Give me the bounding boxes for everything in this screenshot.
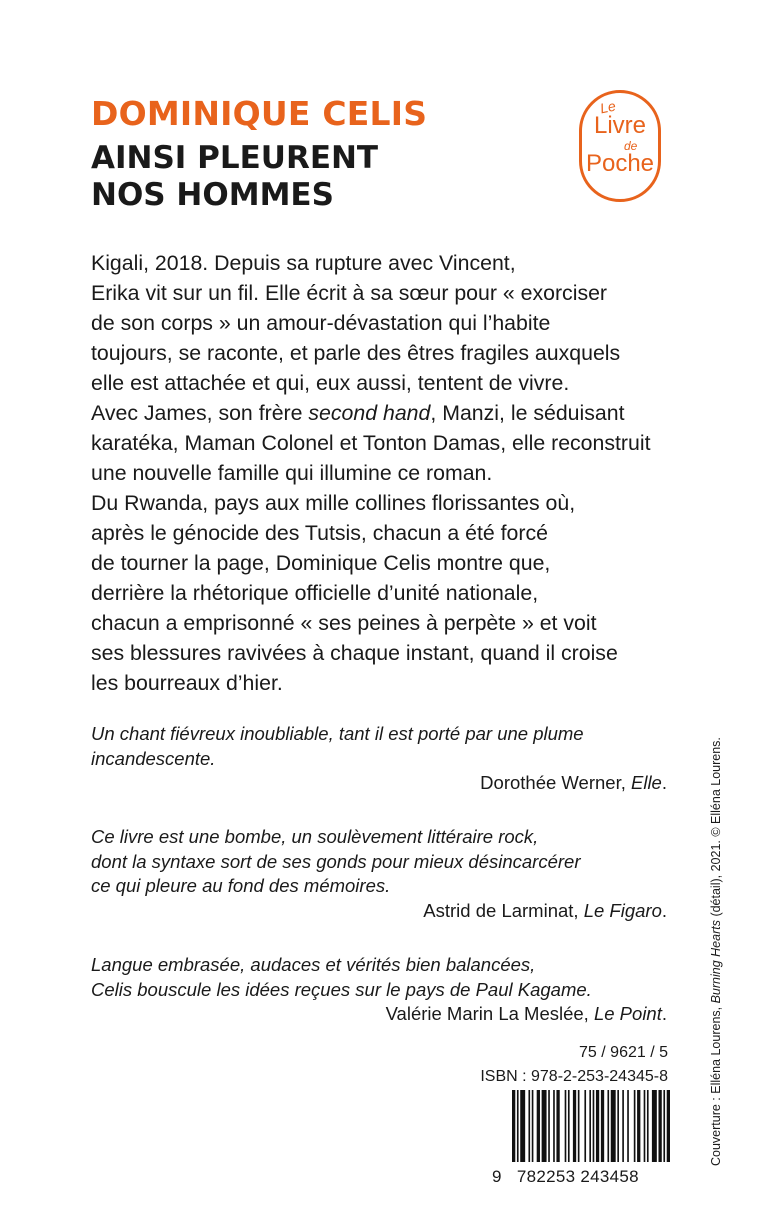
logo-word-livre: Livre xyxy=(593,112,647,139)
barcode-bar xyxy=(584,1090,586,1162)
barcode-bar xyxy=(573,1090,576,1162)
barcode-digits xyxy=(492,1167,639,1187)
blurb-line: toujours, se raconte, et parle des êtres fragiles auxquels xyxy=(91,341,621,365)
barcode-bar xyxy=(565,1090,567,1162)
barcode-bar xyxy=(528,1090,530,1162)
blurb-line: les bourreaux d’hier. xyxy=(91,671,283,695)
press-quote-3 xyxy=(91,953,667,1027)
reference-number: 75 / 9621 / 5 xyxy=(579,1044,668,1061)
quote-attribution: Valérie Marin La Meslée, Le Point. xyxy=(385,1003,667,1024)
publisher-logo xyxy=(579,90,661,202)
logo-word-poche: Poche xyxy=(585,150,655,177)
blurb-italic-text: second hand xyxy=(308,401,431,425)
cover-credit: Couverture : Elléna Lourens, Burning Hearts (détail), 2021. © Elléna Lourens. xyxy=(709,737,723,1166)
barcode-bar xyxy=(652,1090,657,1162)
barcode-bar xyxy=(611,1090,616,1162)
quote-line: Celis bouscule les idées reçues sur le pays de Paul Kagame. xyxy=(91,978,592,1000)
title-line-2: NOS HOMMES xyxy=(91,177,334,213)
logo-word-le: Le xyxy=(598,97,618,117)
author-name: DOMINIQUE CELIS xyxy=(91,94,428,133)
back-cover-blurb xyxy=(91,248,691,698)
barcode-bar xyxy=(627,1090,629,1162)
quote-line: ce qui pleure au fond des mémoires. xyxy=(91,875,391,896)
quote-attribution: Astrid de Larminat, Le Figaro. xyxy=(423,899,667,921)
barcode-group-1: 782253 xyxy=(516,1167,576,1186)
barcode-bar xyxy=(647,1090,649,1162)
barcode-bar xyxy=(568,1090,570,1162)
barcode-group-2: 243458 xyxy=(580,1167,639,1186)
blurb-line: Du Rwanda, pays aux mille collines florissantes où, xyxy=(91,491,576,515)
barcode-image xyxy=(512,1090,670,1162)
title-line-1: AINSI PLEURENT xyxy=(91,140,379,176)
catalog-codes xyxy=(480,1041,668,1089)
barcode-bar xyxy=(553,1090,555,1162)
blurb-line: Erika vit sur un fil. Elle écrit à sa sœur pour « exorciser xyxy=(91,281,608,305)
barcode-bar xyxy=(634,1090,636,1162)
barcode-bar xyxy=(667,1090,670,1162)
barcode-lead-digit: 9 xyxy=(492,1167,502,1186)
blurb-line: derrière la rhétorique officielle d’unité nationale, xyxy=(91,581,539,605)
blurb-line: une nouvelle famille qui illumine ce roman. xyxy=(91,461,493,485)
quote-line: Ce livre est une bombe, un soulèvement littéraire rock, xyxy=(91,826,539,847)
barcode-bar xyxy=(622,1090,624,1162)
barcode-bar xyxy=(578,1090,580,1162)
blurb-text: , Manzi, le séduisant xyxy=(430,401,625,425)
book-title xyxy=(91,140,378,214)
barcode-bar xyxy=(658,1090,661,1162)
blurb-text: Avec James, son frère xyxy=(91,401,309,425)
blurb-line xyxy=(91,398,691,428)
blurb-line: karatéka, Maman Colonel et Tonton Damas, elle reconstruit xyxy=(91,431,651,455)
barcode-bar xyxy=(512,1090,515,1162)
blurb-line: chacun a emprisonné « ses peines à perpète » et voit xyxy=(91,611,597,635)
quote-attribution: Dorothée Werner, Elle. xyxy=(480,772,667,793)
barcode-bar xyxy=(644,1090,646,1162)
barcode-bar xyxy=(637,1090,640,1162)
blurb-line: ses blessures ravivées à chaque instant, quand il croise xyxy=(91,641,618,665)
blurb-line: Kigali, 2018. Depuis sa rupture avec Vincent, xyxy=(91,251,516,275)
blurb-line: après le génocide des Tutsis, chacun a été forcé xyxy=(91,521,548,545)
blurb-line: de son corps » un amour-dévastation qui l’habite xyxy=(91,311,551,335)
barcode-bar xyxy=(601,1090,604,1162)
blurb-line: elle est attachée et qui, eux aussi, tentent de vivre. xyxy=(91,371,570,395)
barcode-bar xyxy=(517,1090,519,1162)
barcode-bar xyxy=(663,1090,665,1162)
quote-line: incandescente. xyxy=(91,747,216,769)
barcode-bar xyxy=(542,1090,547,1162)
barcode-bar xyxy=(548,1090,550,1162)
logo-word-de: de xyxy=(624,139,638,153)
barcode-bar xyxy=(617,1090,619,1162)
barcode-bar xyxy=(596,1090,599,1162)
quote-line: dont la syntaxe sort de ses gonds pour mieux désincarcérer xyxy=(91,850,581,872)
quote-line: Langue embrasée, audaces et vérités bien balancées, xyxy=(91,954,536,975)
barcode-bar xyxy=(589,1090,591,1162)
barcode-bar xyxy=(537,1090,540,1162)
barcode-bar xyxy=(607,1090,609,1162)
press-quote-1 xyxy=(91,722,667,796)
isbn-number: ISBN : 978-2-253-24345-8 xyxy=(480,1068,668,1085)
barcode-bar xyxy=(520,1090,525,1162)
press-quote-2 xyxy=(91,825,667,923)
barcode-bar xyxy=(593,1090,595,1162)
barcode-bar xyxy=(532,1090,534,1162)
blurb-line: de tourner la page, Dominique Celis montre que, xyxy=(91,551,551,575)
barcode-bar xyxy=(556,1090,559,1162)
quote-line: Un chant fiévreux inoubliable, tant il est porté par une plume xyxy=(91,723,584,744)
